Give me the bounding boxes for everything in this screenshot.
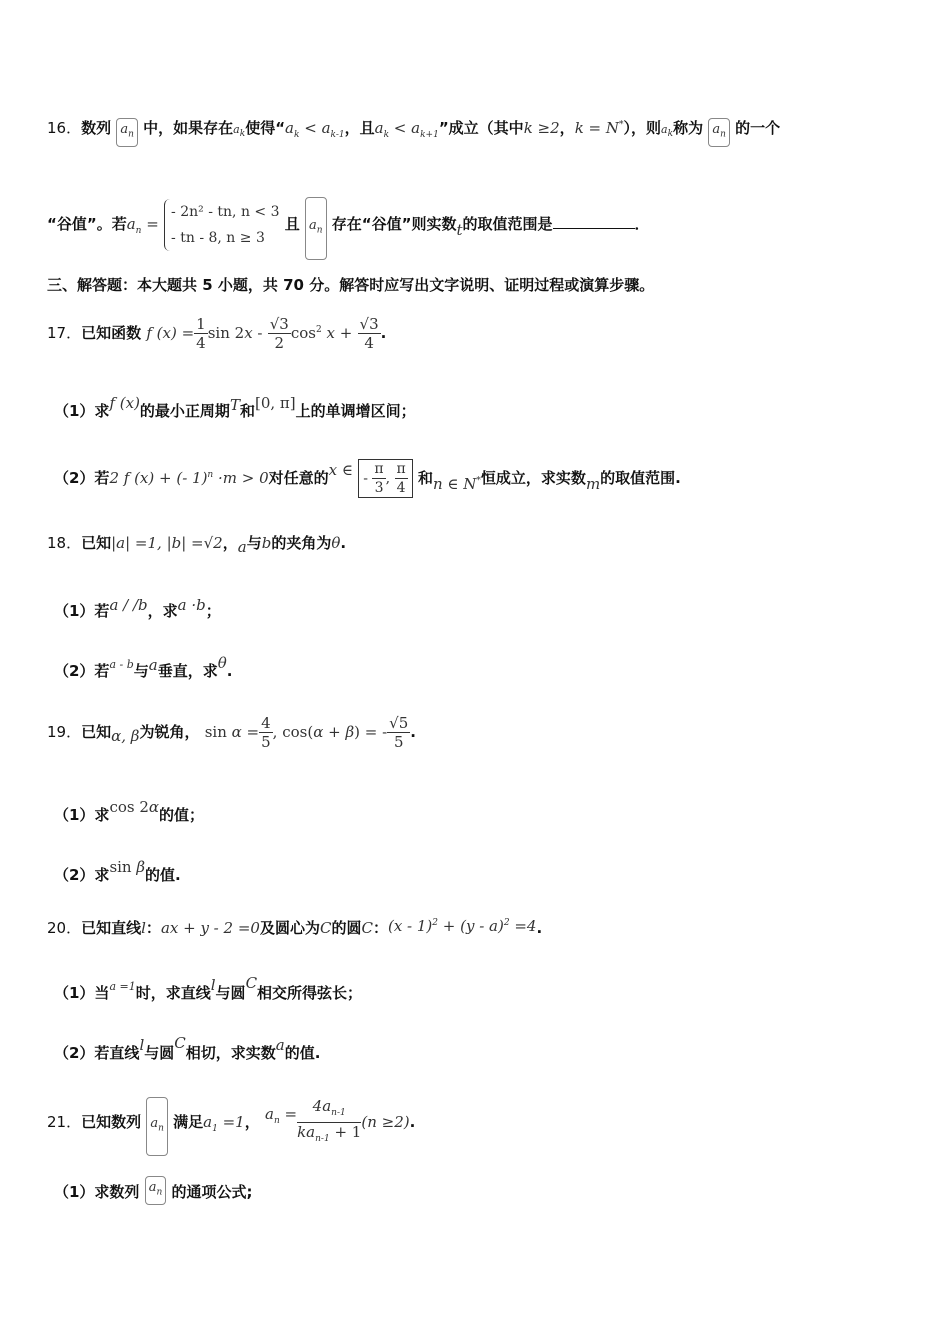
q18-part2: （2）若$^{a - b}$与a垂直，求θ. <box>54 654 233 680</box>
q17-part2: （2）若2 f (x) + (- 1)$^n$ ·m > 0对任意的x ∈ - $\frac{\pi}{3}$ , $\frac{\pi}{4}$ 和n ∈ N*恒成立，求实数m的取值范围. <box>54 461 681 496</box>
q17-stem: 17．已知函数 f (x) = $\frac{1}{4}$ sin 2x - $\frac{√3}{2}$ $\cos^2 x$ + $\frac{√3}{4}$ . <box>47 315 387 352</box>
q20-part1: （1）当$^{a =1}$时，求直线l与圆C相交所得弦长； <box>54 974 363 1002</box>
q21-stem: 21．已知数列 $a_n$ 满足$a_1 =1$， $a_n$ = $\frac{4a_{n-1}}{ka_{n-1} + 1}$ (n ≥2). <box>47 1088 415 1156</box>
q17-part1: （1）求f (x)的最小正周期T和[0, π]上的单调增区间； <box>54 394 416 420</box>
q19-stem: 19．已知α, β为锐角， sin α = $\frac{4}{5}$ , cos(α + β) = - $\frac{√5}{5}$ . <box>47 714 416 751</box>
piecewise-system: - 2n² - tn, n < 3 - tn - 8, n ≥ 3 <box>164 199 279 251</box>
answer-blank[interactable] <box>553 214 635 229</box>
q16-line2: “谷值”。若$a_n$ = - 2n² - tn, n < 3 - tn - 8, n ≥ 3 且 $a_n$ 存在“谷值”则实数t的取值范围是 ． <box>47 196 650 260</box>
q16-line1: 16．数列 $a_n$ 中，如果存在$a_k$使得“$a_k < a_{k-1}$，且$a_k < a_{k+1}$”成立（其中k ≥2，k = N*），则$a_k$称为 $a_n$ 的一个 <box>47 114 780 147</box>
seq-an: $a_n$ <box>116 118 138 147</box>
q18-stem: 18．已知|a| =1, |b| =√2，a与b的夹角为θ. <box>47 534 347 556</box>
q19-part2: （2）求sin β的值. <box>54 858 181 884</box>
q19-part1: （1）求cos 2α的值； <box>54 798 205 824</box>
q20-part2: （2）若直线l与圆C相切，求实数a的值. <box>54 1034 321 1062</box>
q20-stem: 20．已知直线l：ax + y - 2 =0及圆心为C的圆C：(x - 1)$^2$ + (y - a)$^2$ =4. <box>47 917 543 937</box>
section-heading: 三、解答题：本大题共 5 小题，共 70 分。解答时应写出文字说明、证明过程或演算步骤。 <box>47 276 655 294</box>
q18-part1: （1）若a / /b，求a ·b； <box>54 596 221 620</box>
q21-part1: （1）求数列 $a_n$ 的通项公式; <box>54 1176 252 1205</box>
